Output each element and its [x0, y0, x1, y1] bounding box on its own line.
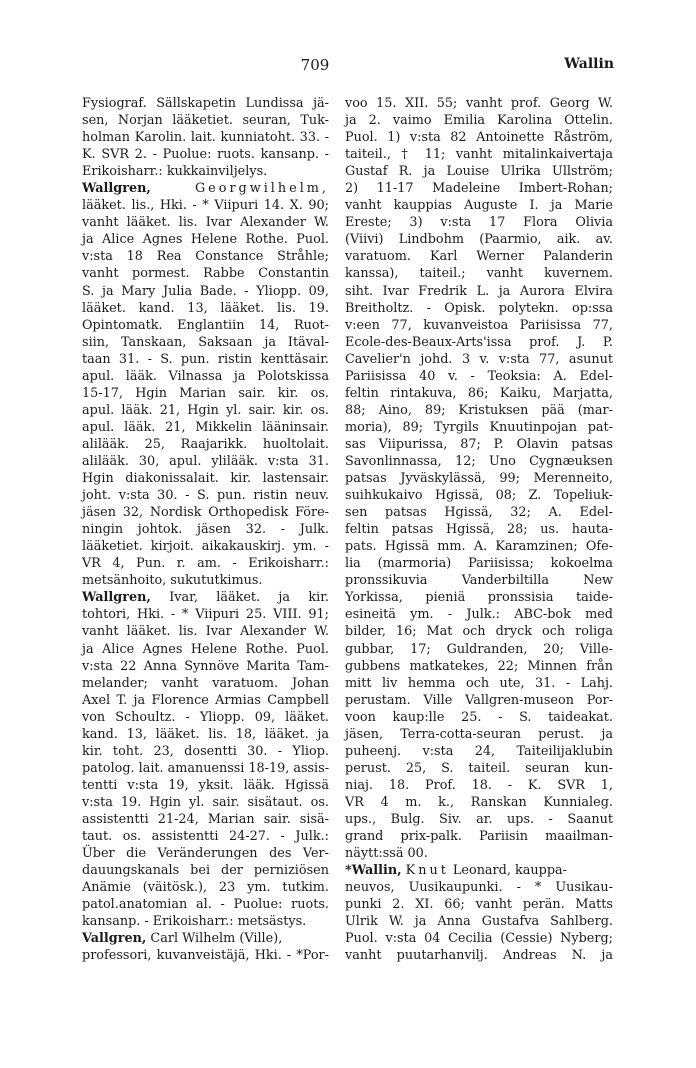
text-line	[82, 947, 329, 964]
text-line	[345, 709, 613, 726]
line-text: varatuom. Karl Werner Palanderin	[345, 249, 613, 265]
line-text: sen patsas Hgissä, 32; A. Edel-	[345, 505, 613, 521]
line-text: Puol. v:sta 04 Cecilia (Cessie) Nyberg;	[345, 931, 613, 947]
text-line	[345, 794, 613, 811]
text-line	[345, 283, 613, 300]
line-text: holman Karolin. lait. kunniatoht. 33. -	[82, 130, 329, 146]
text-line	[82, 811, 329, 828]
line-text: Savonlinnassa, 12; Uno Cygnæuksen	[345, 453, 613, 469]
text-line	[345, 214, 613, 231]
line-text: mitt liv hemma och ute, 31. - Lahj.	[345, 675, 613, 691]
line-text: vanht puutarhanvilj. Andreas N. ja	[345, 948, 613, 964]
text-line	[82, 913, 329, 930]
line-text: pats. Hgissä mm. A. Karamzinen; Ofe-	[345, 539, 613, 555]
line-text: taan 31. - S. pun. ristin kenttäsair.	[82, 351, 329, 367]
text-line	[345, 811, 613, 828]
left-column	[82, 95, 329, 964]
text-line	[345, 163, 613, 180]
text-line	[82, 641, 329, 658]
line-text: ningin johtok. jäsen 32. - Julk.	[82, 522, 329, 538]
text-line	[82, 419, 329, 436]
line-text: kir. toht. 23, dosentti 30. - Yliop.	[82, 743, 329, 759]
line-text: gubbar, 17; Guldranden, 20; Ville-	[345, 641, 613, 657]
text-line	[82, 504, 329, 521]
text-line	[345, 896, 613, 913]
line-text: feltin rintakuva, 86; Kaiku, Marjatta,	[345, 385, 613, 401]
text-line	[345, 334, 613, 351]
line-text: Axel T. ja Florence Armias Campbell	[82, 692, 329, 708]
line-text: dauungskanals bei der perniziösen	[82, 863, 329, 879]
line-text: ups., Bulg. Siv. ar. ups. - Saanut	[345, 811, 613, 827]
text-line	[82, 760, 329, 777]
text-line	[345, 146, 613, 163]
text-line	[82, 231, 329, 248]
line-text: ja Alice Agnes Helene Rothe. Puol.	[82, 232, 329, 248]
line-text: jäsen 32, Nordisk Orthopedisk Före-	[82, 505, 329, 521]
line-text: apul. lääk. 21, Mikkelin lääninsair.	[82, 419, 329, 435]
line-text: tentti v:sta 19, yksit. lääk. Hgissä	[82, 777, 329, 793]
text-line	[82, 146, 329, 163]
text-line	[345, 658, 613, 675]
line-text: v:sta 19. Hgin yl. sair. sisätaut. os.	[82, 794, 329, 810]
text-line	[82, 197, 329, 214]
line-text: melander; vanht varatuom. Johan	[82, 675, 329, 691]
line-text: voo 15. XII. 55; vanht prof. Georg W.	[345, 96, 613, 111]
text-line	[345, 760, 613, 777]
text-line	[345, 641, 613, 658]
line-text: näytt:ssä 00.	[345, 846, 428, 862]
text-line	[345, 112, 613, 129]
text-line	[82, 95, 329, 112]
line-text: esineitä ym. - Julk.: ABC-bok med	[345, 607, 613, 623]
text-line	[82, 930, 329, 947]
line-text: VR 4, Pun. r. am. - Erikoisharr.:	[82, 556, 329, 572]
text-line	[345, 504, 613, 521]
text-line	[82, 334, 329, 351]
text-line	[345, 879, 613, 896]
text-line	[345, 538, 613, 555]
line-text: Ivar, lääket. ja kir.	[169, 590, 329, 606]
line-text: lääketiet. kirjoit. aikakauskirj. ym. -	[82, 539, 329, 555]
text-line	[345, 726, 613, 743]
line-text: kand. 13, lääket. lis. 18, lääket. ja	[82, 726, 329, 742]
text-line	[82, 845, 329, 862]
line-text: 2) 11-17 Madeleine Imbert-Rohan;	[345, 181, 613, 197]
text-line	[345, 521, 613, 538]
page-header	[0, 56, 696, 80]
running-head: Wallin	[564, 56, 614, 72]
line-text: v:sta 22 Anna Synnöve Marita Tam-	[82, 658, 329, 674]
text-line	[82, 726, 329, 743]
line-text: lia (marmoria) Pariisissa; kokoelma	[345, 556, 613, 572]
line-text: S. ja Mary Julia Bade. - Yliopp. 09,	[82, 283, 329, 299]
text-line	[82, 112, 329, 129]
line-text: puheenj. v:sta 24, Taiteilijaklubin	[345, 743, 613, 759]
line-text: v:sta 18 Rea Constance Stråhle;	[82, 249, 329, 265]
line-text: sas Viipurissa, 87; P. Olavin patsas	[345, 436, 613, 452]
line-text: voon kaup:lle 25. - S. taideakat.	[345, 709, 613, 725]
text-line	[345, 129, 613, 146]
text-line	[345, 777, 613, 794]
text-line	[345, 845, 613, 862]
text-line	[82, 896, 329, 913]
text-line	[345, 248, 613, 265]
line-text: vanht kauppias Auguste I. ja Marie	[345, 198, 613, 214]
line-text: joht. v:sta 30. - S. pun. ristin neuv.	[82, 488, 329, 504]
text-line	[345, 828, 613, 845]
line-text: 15-17, Hgin Marian sair. kir. os.	[82, 385, 329, 401]
text-line	[82, 879, 329, 896]
text-line	[82, 470, 329, 487]
line-text: Anämie (väitösk.), 23 ym. tutkim.	[82, 880, 329, 896]
text-line	[82, 828, 329, 845]
line-text: Ecole-des-Beaux-Arts'issa prof. J. P.	[345, 334, 613, 350]
line-text: 88; Aino, 89; Kristuksen pää (mar-	[345, 402, 613, 418]
text-line	[345, 692, 613, 709]
line-text: ja 2. vaimo Emilia Karolina Ottelin.	[345, 113, 613, 129]
entry-headword: Wallgren,	[82, 590, 151, 606]
text-line	[345, 265, 613, 282]
line-text: patsas Jyväskylässä, 99; Merenneito,	[345, 471, 613, 487]
line-text: Hgin diakonissalait. kir. lastensair.	[82, 471, 329, 487]
text-line	[345, 300, 613, 317]
line-text: Cavelier'n johd. 3 v. v:sta 77, asunut	[345, 351, 613, 367]
line-text: Über die Veränderungen des Ver-	[82, 846, 329, 862]
line-text: siht. Ivar Fredrik L. ja Aurora Elvira	[345, 283, 613, 299]
line-text: ja Alice Agnes Helene Rothe. Puol.	[82, 641, 329, 657]
text-line	[345, 419, 613, 436]
line-text: niaj. 18. Prof. 18. - K. SVR 1,	[345, 777, 613, 793]
text-line	[82, 692, 329, 709]
line-text: K. SVR 2. - Puolue: ruots. kansanp. -	[82, 147, 329, 163]
line-text: taiteil., † 11; vanht mitalinkaivertaja	[345, 147, 613, 163]
line-text: tohtori, Hki. - * Viipuri 25. VIII. 91;	[82, 607, 329, 623]
page-number: 709	[300, 56, 330, 74]
text-line	[345, 385, 613, 402]
text-line	[345, 368, 613, 385]
line-text: Puol. 1) v:sta 82 Antoinette Råström,	[345, 130, 613, 146]
right-column	[345, 95, 613, 964]
spaced-given-name: Knut	[405, 863, 449, 879]
entry-headword: *Wallin,	[345, 863, 402, 879]
spaced-given-name: Georgwilhelm,	[194, 181, 329, 197]
line-text: jäsen, Terra-cotta-seuran perust. ja	[345, 726, 613, 742]
text-line	[345, 930, 613, 947]
line-text: suihkukaivo Hgissä, 08; Z. Topeliuk-	[345, 488, 613, 504]
line-text: patol.anatomian al. - Puolue: ruots.	[82, 897, 329, 913]
text-line	[345, 470, 613, 487]
text-line	[82, 606, 329, 623]
text-line	[82, 402, 329, 419]
text-line	[82, 794, 329, 811]
text-line	[82, 555, 329, 572]
text-line	[345, 589, 613, 606]
line-text: patolog. lait. amanuenssi 18-19, assis-	[82, 760, 330, 776]
line-text: siin, Tanskaan, Saksaan ja Itäval-	[82, 334, 329, 350]
text-line	[345, 180, 613, 197]
line-text: gubbens matkatekes, 22; Minnen från	[345, 658, 613, 674]
line-text: moria), 89; Tyrgils Knuutinpojan pat-	[345, 419, 613, 435]
text-line	[345, 555, 613, 572]
line-text: perustam. Ville Vallgren-museon Por-	[345, 692, 613, 708]
text-line	[345, 95, 613, 112]
text-line	[345, 572, 613, 589]
line-text: apul. lääk. Vilnassa ja Polotskissa	[82, 368, 329, 384]
text-line	[82, 777, 329, 794]
line-text: Opintomatk. Englantiin 14, Ruot-	[82, 317, 329, 333]
text-line	[82, 248, 329, 265]
line-text: neuvos, Uusikaupunki. - * Uusikau-	[345, 880, 613, 896]
text-line	[82, 453, 329, 470]
text-line	[82, 283, 329, 300]
line-text: Ulrik W. ja Anna Gustafva Sahlberg.	[345, 914, 613, 930]
line-text: feltin patsas Hgissä, 28; us. hauta-	[345, 522, 613, 538]
line-text: pronssikuvia Vanderbiltilla New	[345, 573, 613, 589]
line-text: v:een 77, kuvanveistoa Pariisissa 77,	[345, 317, 613, 333]
text-line	[345, 402, 613, 419]
line-text: taut. os. assistentti 24-27. - Julk.:	[82, 829, 329, 845]
line-text: alilääk. 25, Raajarikk. huoltolait.	[82, 436, 329, 452]
text-line	[82, 385, 329, 402]
text-line	[345, 743, 613, 760]
text-line	[82, 572, 329, 589]
line-text: metsänhoito, sukututkimus.	[82, 573, 263, 589]
text-line	[82, 317, 329, 334]
line-text: bilder, 16; Mat och dryck och roliga	[345, 624, 613, 640]
text-line	[82, 300, 329, 317]
text-line	[82, 163, 329, 180]
text-line	[345, 453, 613, 470]
line-text: perust. 25, S. taiteil. seuran kun-	[345, 760, 613, 776]
line-text: alilääk. 30, apul. ylilääk. v:sta 31.	[82, 453, 329, 469]
line-text: Fysiograf. Sällskapetin Lundissa jä-	[82, 96, 329, 111]
line-text: Leonard, kauppa-	[448, 863, 567, 879]
text-line	[82, 675, 329, 692]
text-line	[345, 351, 613, 368]
entry-headword: Wallgren,	[82, 181, 151, 197]
line-text: professori, kuvanveistäjä, Hki. - *Por-	[82, 948, 329, 964]
text-line	[82, 658, 329, 675]
line-text: apul. lääk. 21, Hgin yl. sair. kir. os.	[82, 402, 329, 418]
text-line	[345, 436, 613, 453]
line-text: grand prix-palk. Pariisin maailman-	[345, 829, 613, 845]
text-line	[345, 675, 613, 692]
text-line	[82, 862, 329, 879]
line-text: von Schoultz. - Yliopp. 09, lääket.	[82, 709, 329, 725]
line-text: Breitholtz. - Opisk. polytekn. op:ssa	[345, 300, 613, 316]
text-line	[82, 351, 329, 368]
text-line	[82, 436, 329, 453]
text-line	[345, 947, 613, 964]
line-text: vanht pormest. Rabbe Constantin	[82, 266, 329, 282]
line-text: Carl Wilhelm (Ville),	[150, 931, 283, 947]
text-line	[345, 862, 613, 879]
entry-headword: Vallgren,	[82, 931, 147, 947]
text-line	[345, 606, 613, 623]
line-text: vanht lääket. lis. Ivar Alexander W.	[82, 215, 329, 231]
text-line	[82, 589, 329, 606]
text-line	[345, 317, 613, 334]
text-line	[82, 214, 329, 231]
line-text: Erikoisharr.: kukkainviljelys.	[82, 164, 268, 180]
text-line	[345, 231, 613, 248]
text-line	[82, 521, 329, 538]
line-text: kansanp. - Erikoisharr.: metsästys.	[82, 914, 307, 930]
text-line	[345, 913, 613, 930]
line-text: VR 4 m. k., Ranskan Kunnialeg.	[345, 794, 613, 810]
line-text: Yorkissa, pieniä pronssisia taide-	[345, 590, 613, 606]
text-line	[82, 129, 329, 146]
line-text: Gustaf R. ja Louise Ulrika Ullström;	[345, 164, 613, 180]
line-text: punki 2. XI. 66; vanht perän. Matts	[345, 897, 613, 913]
text-line	[345, 197, 613, 214]
text-line	[82, 538, 329, 555]
line-text: assistentti 21-24, Marian sair. sisä-	[82, 811, 329, 827]
text-line	[82, 623, 329, 640]
text-line	[345, 487, 613, 504]
line-text: kanssa), taiteil.; vanht kuvernem.	[345, 266, 613, 282]
text-line	[82, 743, 329, 760]
line-text: Ereste; 3) v:sta 17 Flora Olivia	[345, 215, 613, 231]
text-line	[82, 180, 329, 197]
line-text: lääket. kand. 13, lääket. lis. 19.	[82, 300, 329, 316]
line-text: sen, Norjan lääketiet. seuran, Tuk-	[82, 113, 329, 129]
text-line	[345, 623, 613, 640]
text-line	[82, 487, 329, 504]
text-line	[82, 368, 329, 385]
text-line	[82, 265, 329, 282]
text-line	[82, 709, 329, 726]
line-text: (Viivi) Lindbohm (Paarmio, aik. av.	[345, 232, 613, 248]
line-text: lääket. lis., Hki. - * Viipuri 14. X. 90;	[82, 198, 329, 214]
line-text: Pariisissa 40 v. - Teoksia: A. Edel-	[345, 368, 613, 384]
line-text: vanht lääket. lis. Ivar Alexander W.	[82, 624, 329, 640]
